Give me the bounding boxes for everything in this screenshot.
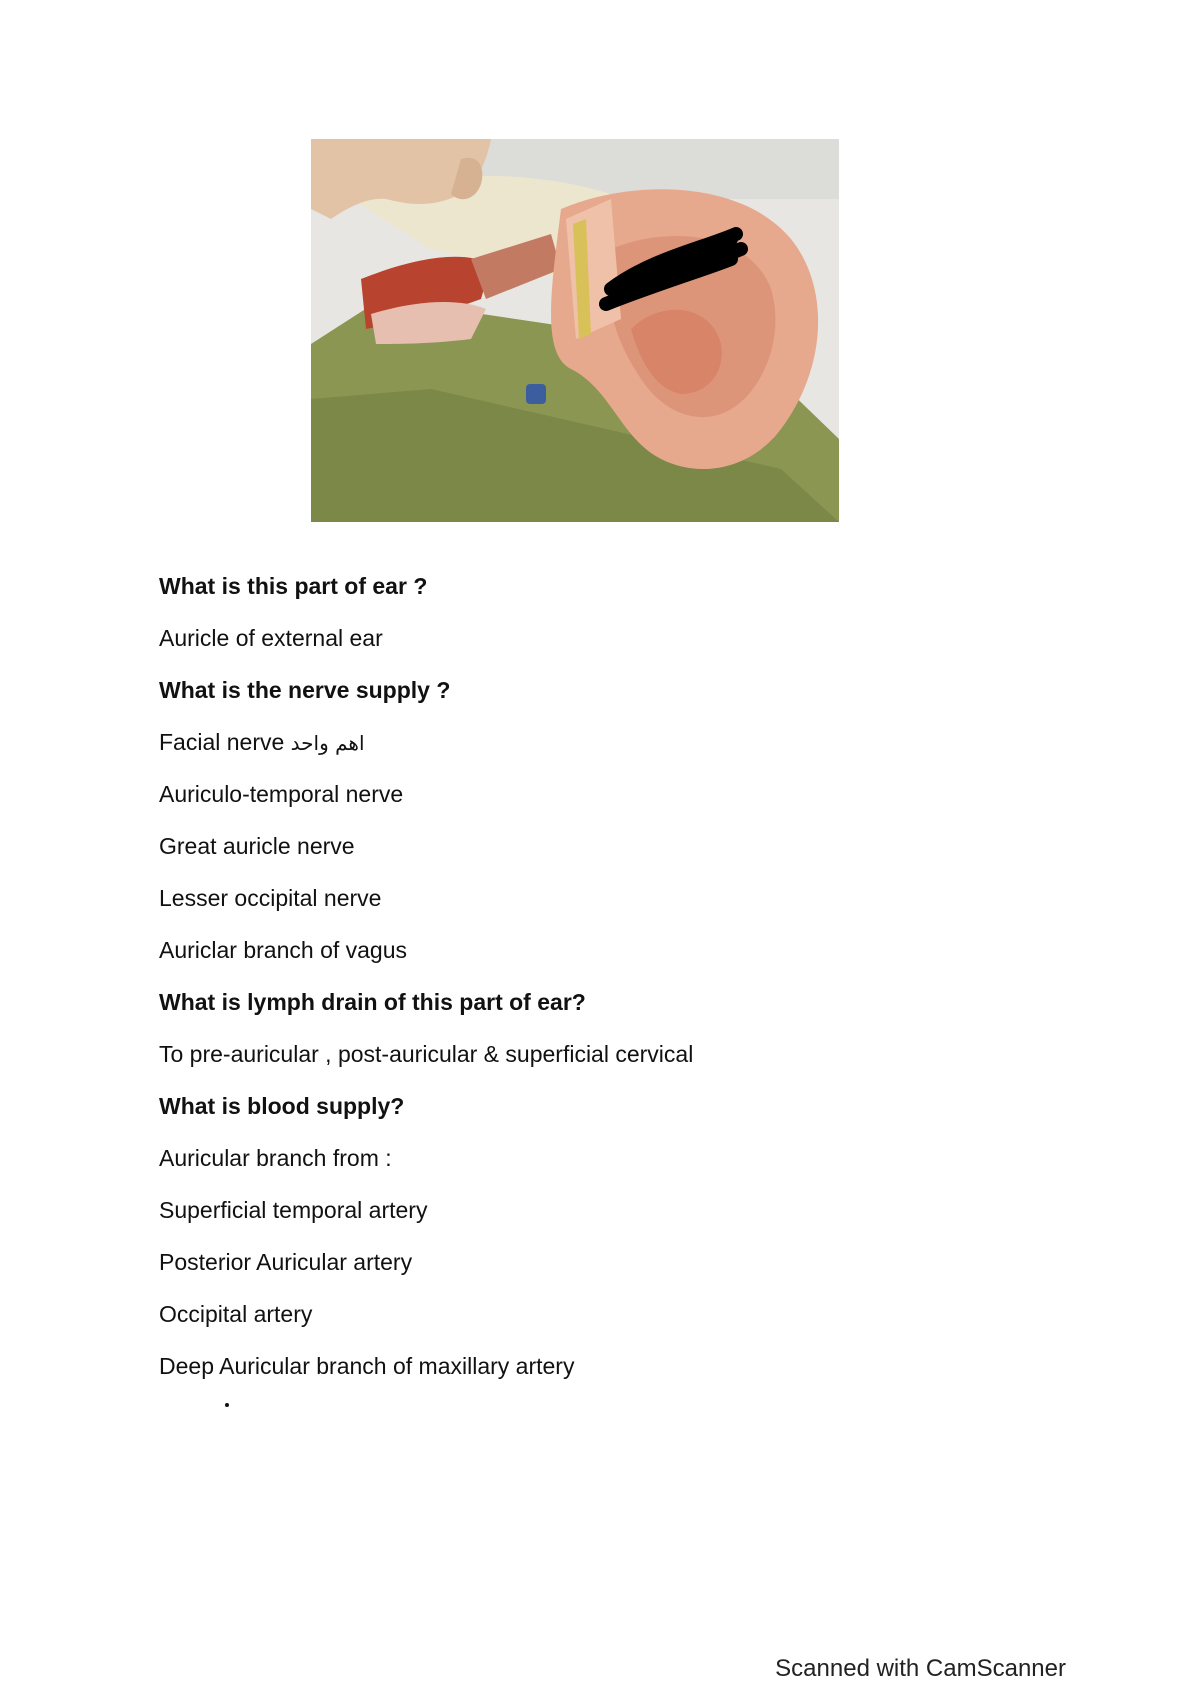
answer-deep-auricular: Deep Auricular branch of maxillary artery <box>159 1353 575 1379</box>
arabic-note: اهم واحد <box>290 731 365 755</box>
answer-great-auricle: Great auricle nerve <box>159 833 355 859</box>
scanner-watermark: Scanned with CamScanner <box>775 1655 1066 1682</box>
question-blood-supply: What is blood supply? <box>159 1093 405 1119</box>
answer-facial-nerve <box>159 728 1059 756</box>
answer-auricular-branch: Auricular branch from : <box>159 1145 392 1171</box>
answer-posterior-auricular: Posterior Auricular artery <box>159 1249 413 1275</box>
answer-vagus-branch: Auriclar branch of vagus <box>159 937 408 963</box>
qa-section <box>159 572 1059 1404</box>
answer-auriculo-temporal: Auriculo-temporal nerve <box>159 781 404 807</box>
answer-lymph-drain: To pre-auricular , post-auricular & superficial cervical <box>159 1041 694 1067</box>
stray-dot <box>225 1403 229 1407</box>
ear-model-photo <box>311 139 839 522</box>
question-part: What is this part of ear ? <box>159 573 428 599</box>
question-nerve-supply: What is the nerve supply ? <box>159 677 451 703</box>
facial-nerve-text: Facial nerve <box>159 729 291 755</box>
answer-part: Auricle of external ear <box>159 625 383 651</box>
answer-occipital: Occipital artery <box>159 1301 313 1327</box>
ear-model-illustration <box>311 139 839 522</box>
question-lymph-drain: What is lymph drain of this part of ear? <box>159 989 586 1015</box>
answer-superficial-temporal: Superficial temporal artery <box>159 1197 428 1223</box>
answer-lesser-occipital: Lesser occipital nerve <box>159 885 382 911</box>
